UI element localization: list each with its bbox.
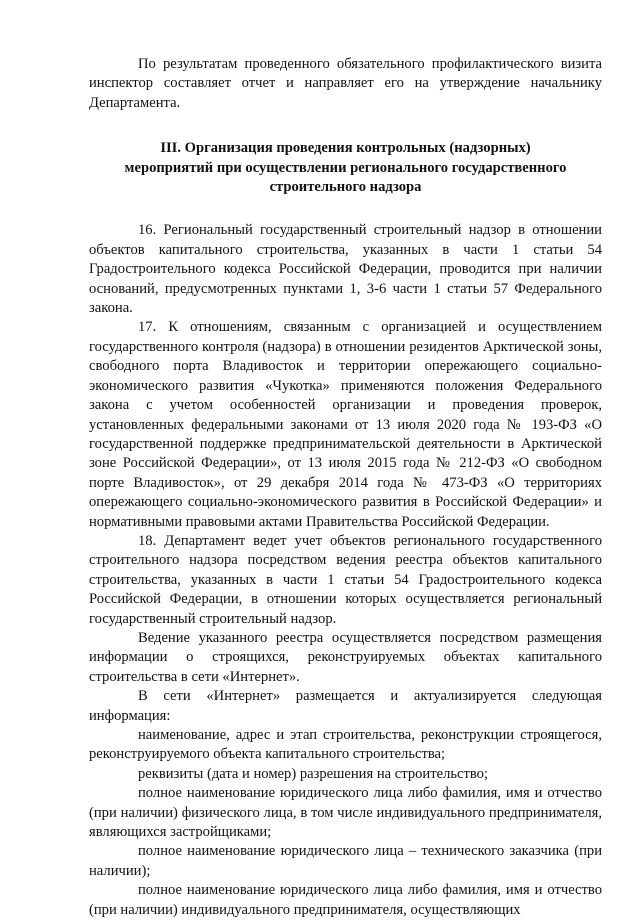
registry-paragraph: Ведение указанного реестра осуществляется посредством размещения информации о строящихся, реконструируемых объектах капитального строительства в сети «Интернет». bbox=[89, 629, 602, 685]
intro-paragraph: По результатам проведенного обязательного профилактического визита инспектор составляет отчет и направляет его на утверждение начальнику Департамента. bbox=[89, 56, 602, 111]
section-heading bbox=[89, 139, 602, 197]
paragraph-17: 17. К отношениям, связанным с организацией и осуществлением государственного контроля (надзора) в отношении резидентов Арктической зоны, свободного порта Владивосток и территории опережающего социально-экономического развития «Чукотка» применяются положения Федерального закона с учетом особенностей организации и проведения проверок, установленных федеральными законами от 13 июля 2020 года № 193-ФЗ «О государственной поддержке предпринимательской деятельности в Арктической зоне Российской Федерации», от 13 июля 2015 года № 212-ФЗ «О свободном порте Владивосток», от 29 декабря 2014 года № 473-ФЗ «О территориях опережающего социально-экономического развития в Российской Федерации» и нормативными правовыми актами Правительства Российской Федерации. bbox=[89, 319, 602, 530]
section-heading-line-2: мероприятий при осуществлении регионального государственного bbox=[124, 159, 567, 176]
list-item-contractor: полное наименование юридического лица либо фамилия, имя и отчество (при наличии) индивидуального предпринимателя, осуществляющих bbox=[89, 882, 602, 918]
document-body bbox=[89, 55, 602, 920]
paragraph-18: 18. Департамент ведет учет объектов регионального государственного строительного надзора посредством ведения реестра объектов капитального строительства, указанных в части 1 статьи 54 Градостроительного кодекса Российской Федерации, в отношении которых осуществляется региональный государственный строительный надзор. bbox=[89, 532, 602, 627]
list-item-technical-customer: полное наименование юридического лица – технического заказчика (при наличии); bbox=[89, 843, 602, 879]
section-heading-line-1: III. Организация проведения контрольных (надзорных) bbox=[160, 140, 531, 157]
paragraph-16: 16. Региональный государственный строительный надзор в отношении объектов капитального строительства, указанных в части 1 статьи 54 Градостроительного кодекса Российской Федерации, проводится при наличии оснований, предусмотренных пунктами 1, 3-6 части 1 статьи 57 Федерального закона. bbox=[89, 222, 602, 317]
list-item-developer: полное наименование юридического лица либо фамилия, имя и отчество (при наличии) физического лица, в том числе индивидуального предпринимателя, являющихся застройщиками; bbox=[89, 785, 602, 841]
list-item-name-address: наименование, адрес и этап строительства, реконструкции строящегося, реконструируемого объекта капитального строительства; bbox=[89, 727, 602, 763]
internet-info-paragraph: В сети «Интернет» размещается и актуализируется следующая информация: bbox=[89, 688, 602, 724]
list-item-permit-details: реквизиты (дата и номер) разрешения на строительство; bbox=[138, 765, 489, 782]
section-heading-line-3: строительного надзора bbox=[269, 179, 422, 196]
